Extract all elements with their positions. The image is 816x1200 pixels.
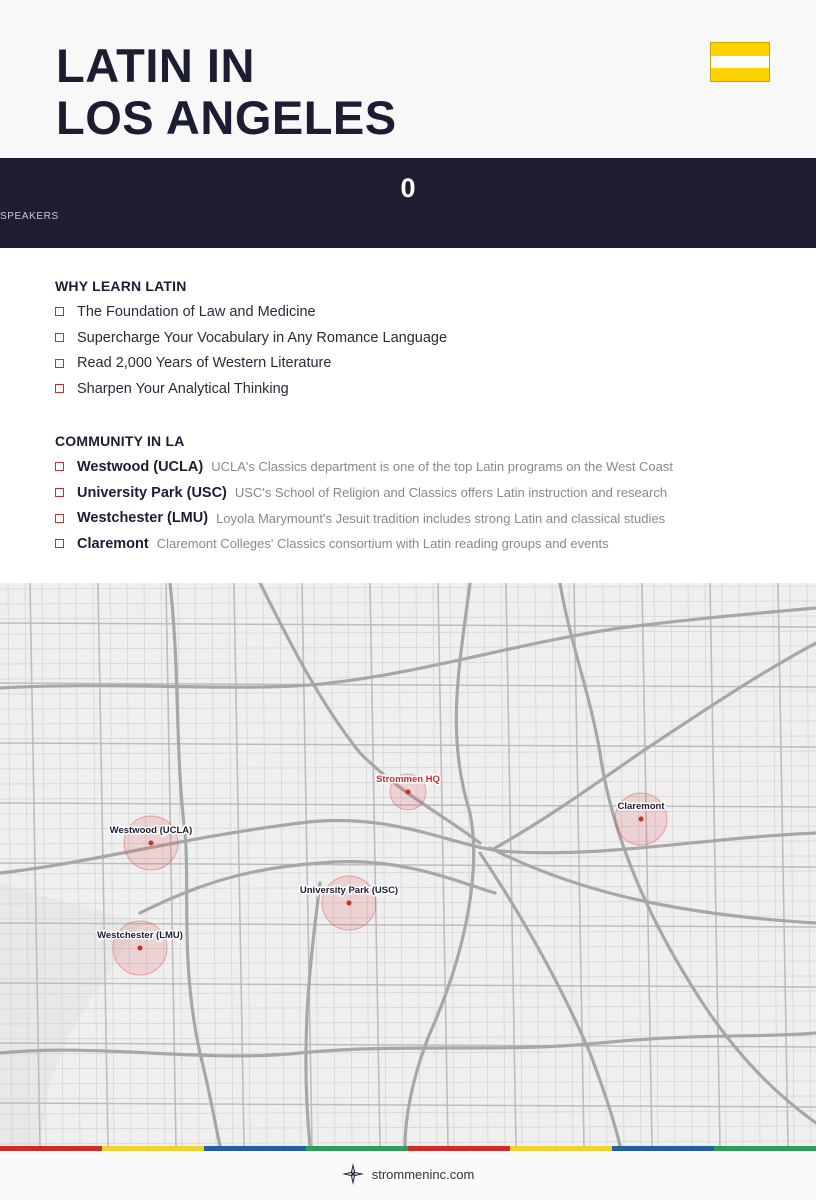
street [98, 583, 108, 1146]
flag-stripe-top [711, 43, 769, 56]
street [0, 1043, 816, 1047]
checkbox-icon [55, 539, 64, 548]
checkbox-icon [55, 488, 64, 497]
marker-dot [347, 901, 352, 906]
footer-link[interactable]: strommeninc.com [371, 1166, 475, 1182]
marker-dot [406, 790, 411, 795]
why-item [55, 325, 447, 351]
why-item [55, 350, 447, 376]
street [0, 1021, 816, 1024]
street [0, 976, 816, 979]
street [0, 1066, 816, 1069]
street [501, 583, 505, 1146]
page-title: LATIN IN LOS ANGELES [56, 39, 397, 144]
street [569, 583, 573, 1146]
street [0, 766, 816, 769]
community-name: Claremont [77, 535, 149, 552]
street [778, 583, 788, 1146]
street [671, 583, 675, 1146]
checkbox-icon [55, 333, 64, 342]
speakers-label: SPEAKERS [0, 211, 59, 222]
latin-flag [710, 42, 770, 82]
compass-star-icon [342, 1163, 364, 1185]
street [0, 721, 816, 724]
street [722, 583, 726, 1146]
checkbox-icon [55, 359, 64, 368]
street [0, 811, 816, 814]
community-desc: Loyola Marymount's Jesuit tradition includes strong Latin and classical studies [216, 510, 666, 526]
community-desc: Claremont Colleges' Classics consortium with Latin reading groups and events [156, 536, 609, 552]
footer [0, 1151, 816, 1200]
marker-dot [639, 817, 644, 822]
highway [0, 608, 816, 688]
street [535, 583, 539, 1146]
street [0, 631, 816, 634]
street [0, 661, 816, 664]
street [807, 583, 811, 1146]
why-item-text: Sharpen Your Analytical Thinking [77, 380, 289, 397]
community-name: Westchester (LMU) [77, 510, 209, 527]
street [0, 646, 816, 649]
street [586, 583, 590, 1146]
marker-label: Westchester (LMU) [97, 930, 183, 941]
street [0, 886, 816, 889]
flag-stripe-middle [711, 56, 769, 69]
street [710, 583, 720, 1146]
header [0, 0, 816, 158]
street [0, 743, 816, 747]
map-marker[interactable] [615, 793, 667, 845]
checkbox-icon [55, 384, 64, 393]
street [0, 691, 816, 694]
marker-dot [149, 841, 154, 846]
street [518, 583, 522, 1146]
street [127, 583, 131, 1146]
street [603, 583, 607, 1146]
street [620, 583, 624, 1146]
checkbox-icon [55, 514, 64, 523]
why-item-text: Read 2,000 Years of Western Literature [77, 355, 332, 372]
street [0, 1081, 816, 1084]
checkbox-icon [55, 307, 64, 316]
speakers-count: 0 [400, 173, 416, 203]
street [0, 586, 816, 589]
street [110, 583, 114, 1146]
marker-label: Claremont [617, 801, 665, 812]
marker-label: University Park (USC) [299, 885, 399, 896]
street [705, 583, 709, 1146]
community-item [55, 480, 673, 506]
street [0, 916, 816, 919]
speakers-stat-band [0, 158, 816, 248]
why-learn-heading: WHY LEARN LATIN [55, 278, 187, 294]
checkbox-icon [55, 462, 64, 471]
street [739, 583, 743, 1146]
street [0, 1126, 816, 1129]
street [642, 583, 652, 1146]
la-map[interactable] [0, 583, 816, 1146]
street-grid [0, 583, 816, 1146]
street [654, 583, 658, 1146]
street [0, 601, 816, 604]
street [93, 583, 97, 1146]
why-item [55, 299, 447, 325]
street [756, 583, 760, 1146]
street [0, 736, 816, 739]
community-item [55, 531, 673, 557]
street [637, 583, 641, 1146]
street [0, 856, 816, 859]
community-desc: USC's School of Religion and Classics offers Latin instruction and research [234, 485, 668, 501]
community-item [55, 454, 673, 480]
content-section [0, 248, 816, 583]
community-heading: COMMUNITY IN LA [55, 433, 185, 449]
map-canvas [0, 583, 816, 1146]
street [0, 623, 816, 627]
street [790, 583, 794, 1146]
marker-label: Strommen HQ [376, 774, 440, 785]
community-list [55, 454, 673, 557]
community-name: University Park (USC) [77, 484, 227, 501]
street [0, 676, 816, 679]
street [688, 583, 692, 1146]
why-item [55, 376, 447, 402]
why-item-text: The Foundation of Law and Medicine [77, 303, 316, 320]
community-desc: UCLA's Classics department is one of the top Latin programs on the West Coast [211, 459, 674, 475]
street [0, 901, 816, 904]
street [0, 1096, 816, 1099]
street [0, 751, 816, 754]
street [0, 871, 816, 874]
marker-dot [138, 946, 143, 951]
street [76, 583, 80, 1146]
flag-stripe-bottom [711, 68, 769, 81]
marker-label: Westwood (UCLA) [109, 825, 193, 836]
street [0, 1006, 816, 1009]
highway [480, 853, 620, 1146]
highway [490, 848, 816, 923]
why-learn-list [55, 299, 447, 402]
street [506, 583, 516, 1146]
why-item-text: Supercharge Your Vocabulary in Any Romance Language [77, 329, 448, 346]
street [0, 706, 816, 709]
community-name: Westwood (UCLA) [77, 458, 204, 475]
street [552, 583, 556, 1146]
community-item [55, 505, 673, 531]
street [0, 1141, 816, 1144]
